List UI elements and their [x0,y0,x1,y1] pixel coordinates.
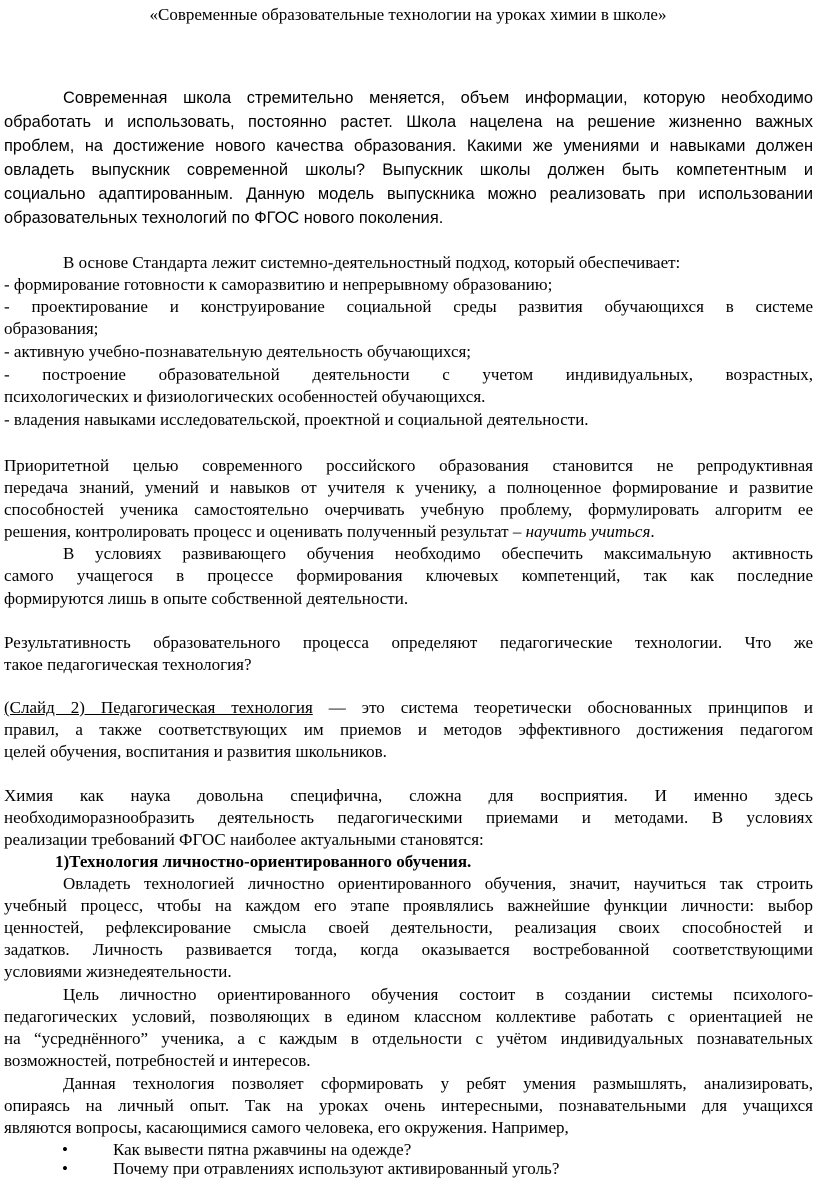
definition-text: — это система теоретически обоснованных принципов и [312,698,813,717]
definition-line-1 [4,697,813,719]
standard-item-4-cont: психологических и физиологических особенностей обучающихся. [4,387,486,406]
intro-line-2: обработать и использовать, постоянно растет. Школа нацелена на решение жизненно важных [4,113,813,131]
technology-line-2: опираясь на личный опыт. Так на уроках очень интересными, познавательными для учащихся [4,1096,813,1115]
standard-item-2-cont: образования; [4,319,99,338]
technology-line-1: Данная технология позволяет сформировать у ребят умения размышлять, анализировать, [63,1074,813,1093]
question-1: Как вывести пятна ржавчины на одежде? [113,1140,412,1159]
conditions-line-1: В условиях развивающего обучения необходимо обеспечить максимальную активность [63,544,813,563]
intro-line-1: Современная школа стремительно меняется, объем информации, которую необходимо [63,89,813,107]
priority-line-3: способностей ученика самостоятельно очерчивать учебную проблему, формулировать алгоритм ее [4,500,813,519]
effectiveness-line-2: такое педагогическая технология? [4,655,252,674]
slide-2-link[interactable]: (Слайд 2) Педагогическая технология [4,698,313,717]
priority-line-4 [4,521,816,543]
question-2: Почему при отравлениях используют активированный уголь? [113,1159,560,1178]
goal-line-2: педагогических условий, позволяющих в едином классном коллективе работать с ориентацией не [4,1007,813,1026]
intro-line-4: овладеть выпускник современной школы? Выпускник школы должен быть компетентным и [4,161,813,179]
chemistry-line-3: реализации требований ФГОС наиболее актуальными становятся: [4,830,484,849]
mastery-line-2: учебный процесс, чтобы на каждом его этапе проявлялись важнейшие функции личности: выбор [4,896,813,915]
bullet-icon: • [62,1140,68,1159]
goal-line-1: Цель личностно ориентированного обучения состоит в создании системы психолого- [63,985,813,1004]
priority-line-2: передача знаний, умений и навыков от учителя к ученику, а полноценное формирование и развитие [4,478,813,497]
goal-line-4: возможностей, потребностей и интересов. [4,1051,311,1070]
definition-line-2: правил, а также соответствующих им приемов и методов эффективного достижения педагогом [4,720,813,739]
intro-line-6: образовательных технологий по ФГОС нового поколения. [4,209,444,227]
goal-line-3: на “усреднённого” ученика, а с каждым в отдельности с учётом индивидуальных познавательных [4,1029,813,1048]
priority-line-4-text: решения, контролировать процесс и оценивать полученный результат – [4,522,526,541]
priority-line-1: Приоритетной целью современного российского образования становится не репродуктивная [4,456,813,475]
chemistry-line-2: необходиморазнообразить деятельность педагогическими приемами и методами. В условиях [4,808,813,827]
mastery-line-1: Овладеть технологией личностно ориентированного обучения, значит, научиться так строить [63,874,813,893]
learn-to-learn: научить учиться [525,522,651,541]
standard-item-1: - формирование готовности к саморазвитию и непрерывному образованию; [4,275,553,294]
chemistry-line-1: Химия как наука довольна специфична, сложна для восприятия. И именно здесь [4,786,813,805]
standard-item-4: - построение образовательной деятельности с учетом индивидуальных, возрастных, [4,365,813,384]
section-heading-1: 1)Технология личностно-ориентированного обучения. [55,852,472,871]
intro-line-3: проблем, на достижение нового качества образования. Какими же умениями и навыками должен [4,137,813,155]
mastery-line-4: задатков. Личность развивается тогда, когда оказывается востребованной соответствующими [4,940,813,959]
conditions-line-2: самого учащегося в процессе формирования ключевых компетенций, так как последние [4,566,813,585]
standard-intro: В основе Стандарта лежит системно-деятельностный подход, который обеспечивает: [63,253,681,272]
conditions-line-3: формируются лишь в опыте собственной деятельности. [4,589,409,608]
mastery-line-3: ценностей, рефлексирование смысла своей деятельности, реализация своих способностей и [4,918,813,937]
intro-line-5: социально адаптированным. Данную модель выпускника можно реализовать при использовании [4,185,813,203]
standard-item-3: - активную учебно-познавательную деятельность обучающихся; [4,342,472,361]
bullet-icon: • [62,1159,68,1178]
document-title: «Современные образовательные технологии на уроках химии в школе» [149,5,667,24]
definition-line-3: целей обучения, воспитания и развития школьников. [4,742,387,761]
standard-item-5: - владения навыками исследовательской, проектной и социальной деятельности. [4,410,589,429]
effectiveness-line-1: Результативность образовательного процесса определяют педагогические технологии. Что же [4,633,813,652]
mastery-line-5: условиями жизнедеятельности. [4,962,232,981]
standard-item-2: - проектирование и конструирование социальной среды развития обучающихся в системе [4,297,813,316]
technology-line-3: являются вопросы, касающимися самого человека, его окружения. Например, [4,1118,569,1137]
priority-end: . [650,522,655,541]
